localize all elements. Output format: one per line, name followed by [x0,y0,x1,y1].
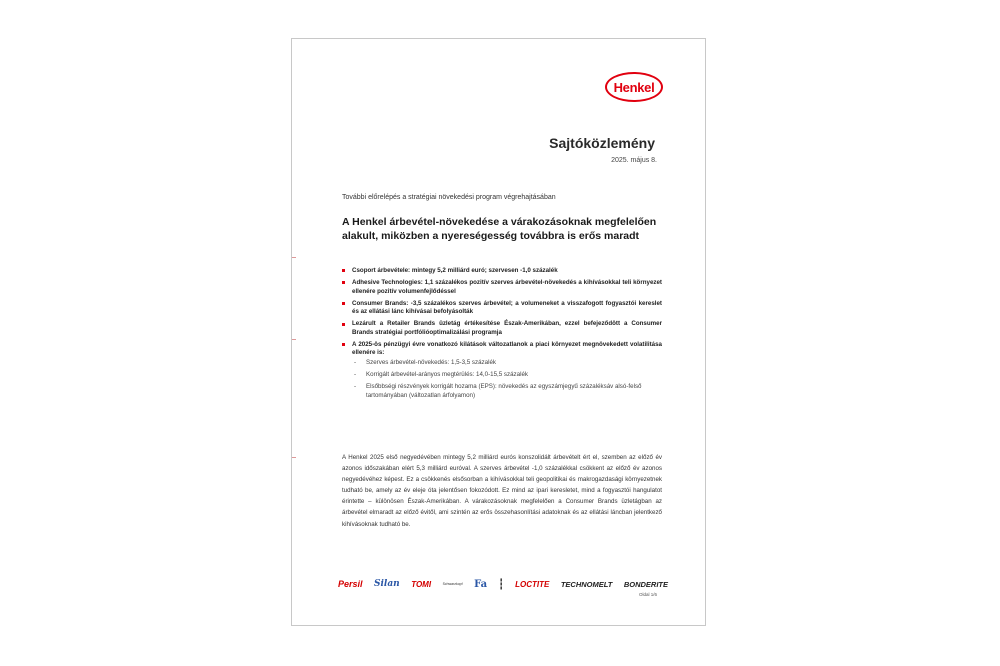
schwarzkopf-logo: Schwarzkopf [442,582,463,586]
highlight-item [342,341,662,401]
page-number: Oldal 1/6 [638,592,657,597]
dash-marker: - [354,358,357,366]
highlight-item [342,320,662,337]
dash-marker: - [354,371,357,379]
body-paragraph: A Henkel 2025 első negyedévében mintegy 5,2 milliárd eurós konszolidált árbevételt ért el, szemben az előző év azonos időszakában elért 5,3 milliárd euróval. A szerves árbevétel -1,0 százalékkal csökkent az előző év azonos negyedévéhez képest. Ez a csökkenés elsősorban a kihívásokkal teli geopolitikai és makrogazdasági környezetnek tudható be, amely az év eleje óta jelentősen fokozódott. Ez mind az ipari keresletet, mind a fogyasztói hangulatot érintette – különösen Észak-Amerikában. A várakozásoknak megfelelően a Consumer Brands üzletágban az árbevétel elmaradt az előző évitől, ami szintén az erős összehasonlítási adatoknak és az ellátási láncban jelentkező kihívásoknak tudható be. [342,454,662,528]
fold-mark [292,339,296,340]
dash-marker: - [354,383,357,391]
outlook-item [352,359,662,368]
document-date: 2025. május 8. [611,157,657,164]
bullet-marker [342,323,345,326]
highlight-text: Lezárult a Retailer Brands üzletág értékesítése Észak-Amerikában, ezzel befejeződött a Consumer Brands stratégiai portfólióoptimalizálási programja [352,320,662,336]
highlight-item [342,279,662,296]
loctite-logo: LOCTITE [515,579,550,589]
bullet-marker [342,281,345,284]
outlook-text: Korrigált árbevétel-arányos megtérülés: 14,0-15,5 százalék [366,371,528,379]
vertical-brand-icon: ▮ ▮ ▮ [500,577,503,590]
document-type: Sajtóközlemény [549,135,655,151]
highlights-list [342,267,662,404]
document-page [291,38,706,626]
persil-logo: Persil [338,579,363,589]
tomi-logo: TOMI [411,579,432,589]
bullet-marker [342,302,345,305]
henkel-logo-text: Henkel [613,79,655,95]
outlook-item [352,371,662,380]
document-subtitle: További előrelépés a stratégiai növekedési program végrehajtásában [342,194,556,201]
highlight-text: Csoport árbevétele: mintegy 5,2 milliárd euró; szervesen -1,0 százalék [352,267,558,274]
silan-logo: Silan [374,579,400,589]
outlook-list [352,359,662,401]
bullet-marker [342,343,345,346]
highlight-text: Adhesive Technologies: 1,1 százalékos pozitív szerves árbevétel-növekedés a kihívásokkal teli környezet ellenére pozitív volumenfejlődéssel [352,278,662,295]
fold-mark [292,457,296,458]
outlook-text: Szerves árbevétel-növekedés: 1,5-3,5 százalék [366,358,497,366]
highlight-text: A 2025-ös pénzügyi évre vonatkozó kilátások változatlanok a piaci környezet megnövekedett volatilitása ellenére is: [352,340,662,357]
outlook-text: Elsőbbségi részvények korrigált hozama (EPS): növekedés az egyszámjegyű százaléksáv alsó-felső tartományában (változatlan árfolyamon) [366,383,642,399]
highlight-item [342,267,662,276]
bullet-marker [342,269,345,272]
outlook-item [352,383,662,400]
henkel-logo [605,72,663,102]
bonderite-logo: BONDERITE [623,579,668,589]
highlight-item [342,300,662,317]
fold-mark [292,257,296,258]
fa-logo: Fa [474,578,488,590]
brand-logos [338,574,668,594]
technomelt-logo: TECHNOMELT [560,579,613,589]
highlight-text: Consumer Brands: -3,5 százalékos szerves árbevétel; a volumeneket a visszafogott fogyasztói kereslet és az ellátási lánc kihívásai befolyásolták [352,299,662,316]
headline: A Henkel árbevétel-növekedése a várakozásoknak megfelelően alakult, miközben a nyereségesség továbbra is erős maradt [342,216,657,242]
